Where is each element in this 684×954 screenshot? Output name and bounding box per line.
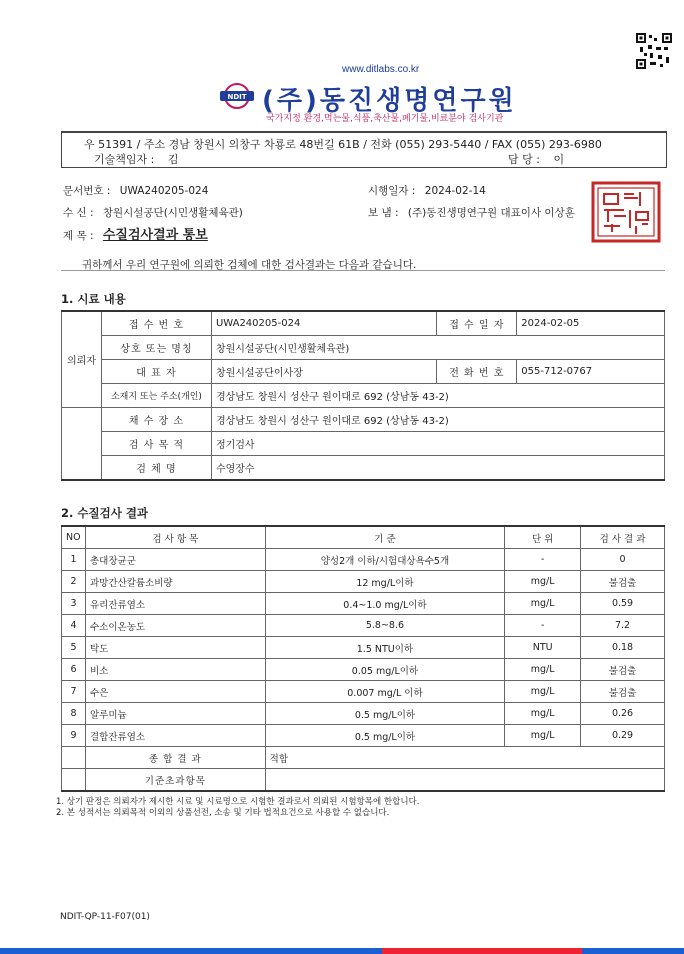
address-value: 경상남도 창원시 성산구 원이대로 692 (상남동 43-2) <box>211 384 664 408</box>
rep-label: 대 표 자 <box>101 360 211 384</box>
table-row <box>62 571 665 593</box>
standard: 0.5 mg/L이하 <box>265 725 505 747</box>
table-row <box>62 747 665 769</box>
recipient-value: 창원시설공단(시민생활체육관) <box>102 207 243 219</box>
result: 0.26 <box>581 703 665 725</box>
site-value: 경상남도 창원시 성산구 원이대로 692 (상남동 43-2) <box>211 408 664 432</box>
test-item: 총대장균군 <box>85 549 265 571</box>
receipt-date-value: 2024-02-05 <box>517 311 665 336</box>
recipient <box>63 205 243 220</box>
unit: mg/L <box>505 571 581 593</box>
result: 0.59 <box>581 593 665 615</box>
intro-text: 귀하께서 우리 연구원에 의뢰한 검체에 대한 검사결과는 다음과 같습니다. <box>82 259 417 271</box>
issue-date-label: 시행일자 : <box>368 185 416 197</box>
standard: 12 mg/L이하 <box>265 571 505 593</box>
sender <box>368 205 575 220</box>
purpose-value: 정기검사 <box>211 432 664 456</box>
row-number: 3 <box>62 593 86 615</box>
rep-value: 창원시설공단이사장 <box>211 360 436 384</box>
receipt-no-label: 접 수 번 호 <box>101 311 211 336</box>
results-table <box>61 525 665 792</box>
column-header: 단 위 <box>505 526 581 549</box>
sender-label: 보 냄 : <box>368 207 399 219</box>
table-row <box>62 615 665 637</box>
client-label: 의뢰자 <box>62 311 102 408</box>
issue-date-value: 2024-02-14 <box>424 185 486 197</box>
form-code: NDIT-QP-11-F07(01) <box>60 912 150 922</box>
table-row <box>62 432 665 456</box>
test-item: 수은 <box>85 681 265 703</box>
result: 불검출 <box>581 681 665 703</box>
exceed-value <box>265 769 664 792</box>
company-label: 상호 또는 명칭 <box>101 336 211 360</box>
qr-code-icon <box>636 33 672 69</box>
official-seal-icon <box>590 180 662 244</box>
column-header: 검 사 항 목 <box>85 526 265 549</box>
unit: mg/L <box>505 703 581 725</box>
table-row <box>62 725 665 747</box>
subject-label: 제 목 : <box>63 230 94 242</box>
tech-label: 기술책임자 : <box>94 153 155 166</box>
table-row <box>62 549 665 571</box>
unit: mg/L <box>505 659 581 681</box>
table-row <box>62 659 665 681</box>
result: 7.2 <box>581 615 665 637</box>
divider <box>61 270 665 271</box>
company-logo-icon <box>216 82 258 110</box>
table-row <box>62 408 665 432</box>
purpose-label: 검 사 목 적 <box>101 432 211 456</box>
notes <box>56 797 419 819</box>
sender-value: (주)동진생명연구원 대표이사 이상훈 <box>407 207 575 219</box>
result: 0.18 <box>581 637 665 659</box>
row-number: 9 <box>62 725 86 747</box>
table-row <box>62 769 665 792</box>
organization-name: (주)동진생명연구원 <box>262 86 517 116</box>
result: 0.29 <box>581 725 665 747</box>
doc-number <box>63 183 208 198</box>
column-header: NO <box>62 526 86 549</box>
recipient-label: 수 신 : <box>63 207 94 219</box>
section1-title: 1. 시료 내용 <box>61 292 126 306</box>
test-item: 수소이온농도 <box>85 615 265 637</box>
result: 0 <box>581 549 665 571</box>
column-header: 기 준 <box>265 526 505 549</box>
test-item: 알루미늄 <box>85 703 265 725</box>
company-value: 창원시설공단(시민생활체육관) <box>211 336 664 360</box>
sample-value: 수영장수 <box>211 456 664 481</box>
address-line: 우 51391 / 주소 경남 창원시 의창구 차룡로 48번길 61B / 전화 (055) 293-5440 / FAX (055) 293-6980 <box>84 138 602 151</box>
table-row <box>62 593 665 615</box>
standard: 양성2개 이하/시험대상욕수5개 <box>265 549 505 571</box>
table-header-row <box>62 526 665 549</box>
test-item: 비소 <box>85 659 265 681</box>
overall-label: 종 합 결 과 <box>85 747 265 769</box>
result: 불검출 <box>581 659 665 681</box>
overall-value: 적합 <box>265 747 664 769</box>
exceed-label: 기준초과항목 <box>85 769 265 792</box>
subject <box>63 224 208 243</box>
sample-label: 검 체 명 <box>101 456 211 481</box>
result: 불검출 <box>581 571 665 593</box>
standard: 0.4~1.0 mg/L이하 <box>265 593 505 615</box>
standard: 1.5 NTU이하 <box>265 637 505 659</box>
note-1: 1. 상기 판정은 의뢰자가 제시한 시료 및 시료명으로 시험한 결과로서 의뢰된 시험항목에 한합니다. <box>56 797 420 807</box>
table-row <box>62 336 665 360</box>
test-item: 탁도 <box>85 637 265 659</box>
standard: 0.05 mg/L이하 <box>265 659 505 681</box>
sample-info-table <box>61 310 665 481</box>
row-number: 6 <box>62 659 86 681</box>
logo-text: NDIT <box>227 93 247 101</box>
tech-manager <box>94 151 178 167</box>
bottom-bar-accent <box>382 948 582 954</box>
table-row <box>62 681 665 703</box>
row-number: 1 <box>62 549 86 571</box>
test-item: 과망간산칼륨소비량 <box>85 571 265 593</box>
phone-value: 055-712-0767 <box>517 360 665 384</box>
phone-label: 전 화 번 호 <box>437 360 517 384</box>
site-label: 채 수 장 소 <box>101 408 211 432</box>
receipt-no-value: UWA240205-024 <box>211 311 436 336</box>
doc-number-value: UWA240205-024 <box>119 185 209 197</box>
unit: mg/L <box>505 725 581 747</box>
test-item: 결합잔류염소 <box>85 725 265 747</box>
doc-number-label: 문서번호 : <box>63 185 111 197</box>
table-row <box>62 360 665 384</box>
column-header: 검 사 결 과 <box>581 526 665 549</box>
note-2: 2. 본 성적서는 의뢰목적 이외의 상품선전, 소송 및 기타 법적요건으로 사용할 수 없습니다. <box>56 808 390 818</box>
row-number: 8 <box>62 703 86 725</box>
table-row <box>62 703 665 725</box>
address-label: 소재지 또는 주소(개인) <box>101 384 211 408</box>
standard: 0.007 mg/L 이하 <box>265 681 505 703</box>
staff-label: 담 당 : <box>508 153 540 166</box>
row-number: 4 <box>62 615 86 637</box>
tech-name: 김 <box>167 153 179 166</box>
standard: 5.8~8.6 <box>265 615 505 637</box>
staff-name: 이 <box>553 153 565 166</box>
unit: NTU <box>505 637 581 659</box>
standard: 0.5 mg/L이하 <box>265 703 505 725</box>
unit: mg/L <box>505 681 581 703</box>
row-number: 2 <box>62 571 86 593</box>
staff-in-charge <box>508 151 564 167</box>
unit: mg/L <box>505 593 581 615</box>
issue-date <box>368 183 486 198</box>
unit: - <box>505 549 581 571</box>
row-number: 5 <box>62 637 86 659</box>
unit: - <box>505 615 581 637</box>
table-row <box>62 384 665 408</box>
subject-value: 수질검사결과 통보 <box>102 228 208 243</box>
organization-subtitle: 국가지정 환경,먹는물,식품,축산물,폐기물,비료분야 검사기관 <box>266 114 504 124</box>
test-item: 유리잔류염소 <box>85 593 265 615</box>
table-row <box>62 456 665 481</box>
receipt-date-label: 접 수 일 자 <box>437 311 517 336</box>
table-row <box>62 311 665 336</box>
row-number: 7 <box>62 681 86 703</box>
table-row <box>62 637 665 659</box>
section2-title: 2. 수질검사 결과 <box>61 506 149 520</box>
website-url: www.ditlabs.co.kr <box>342 64 420 75</box>
